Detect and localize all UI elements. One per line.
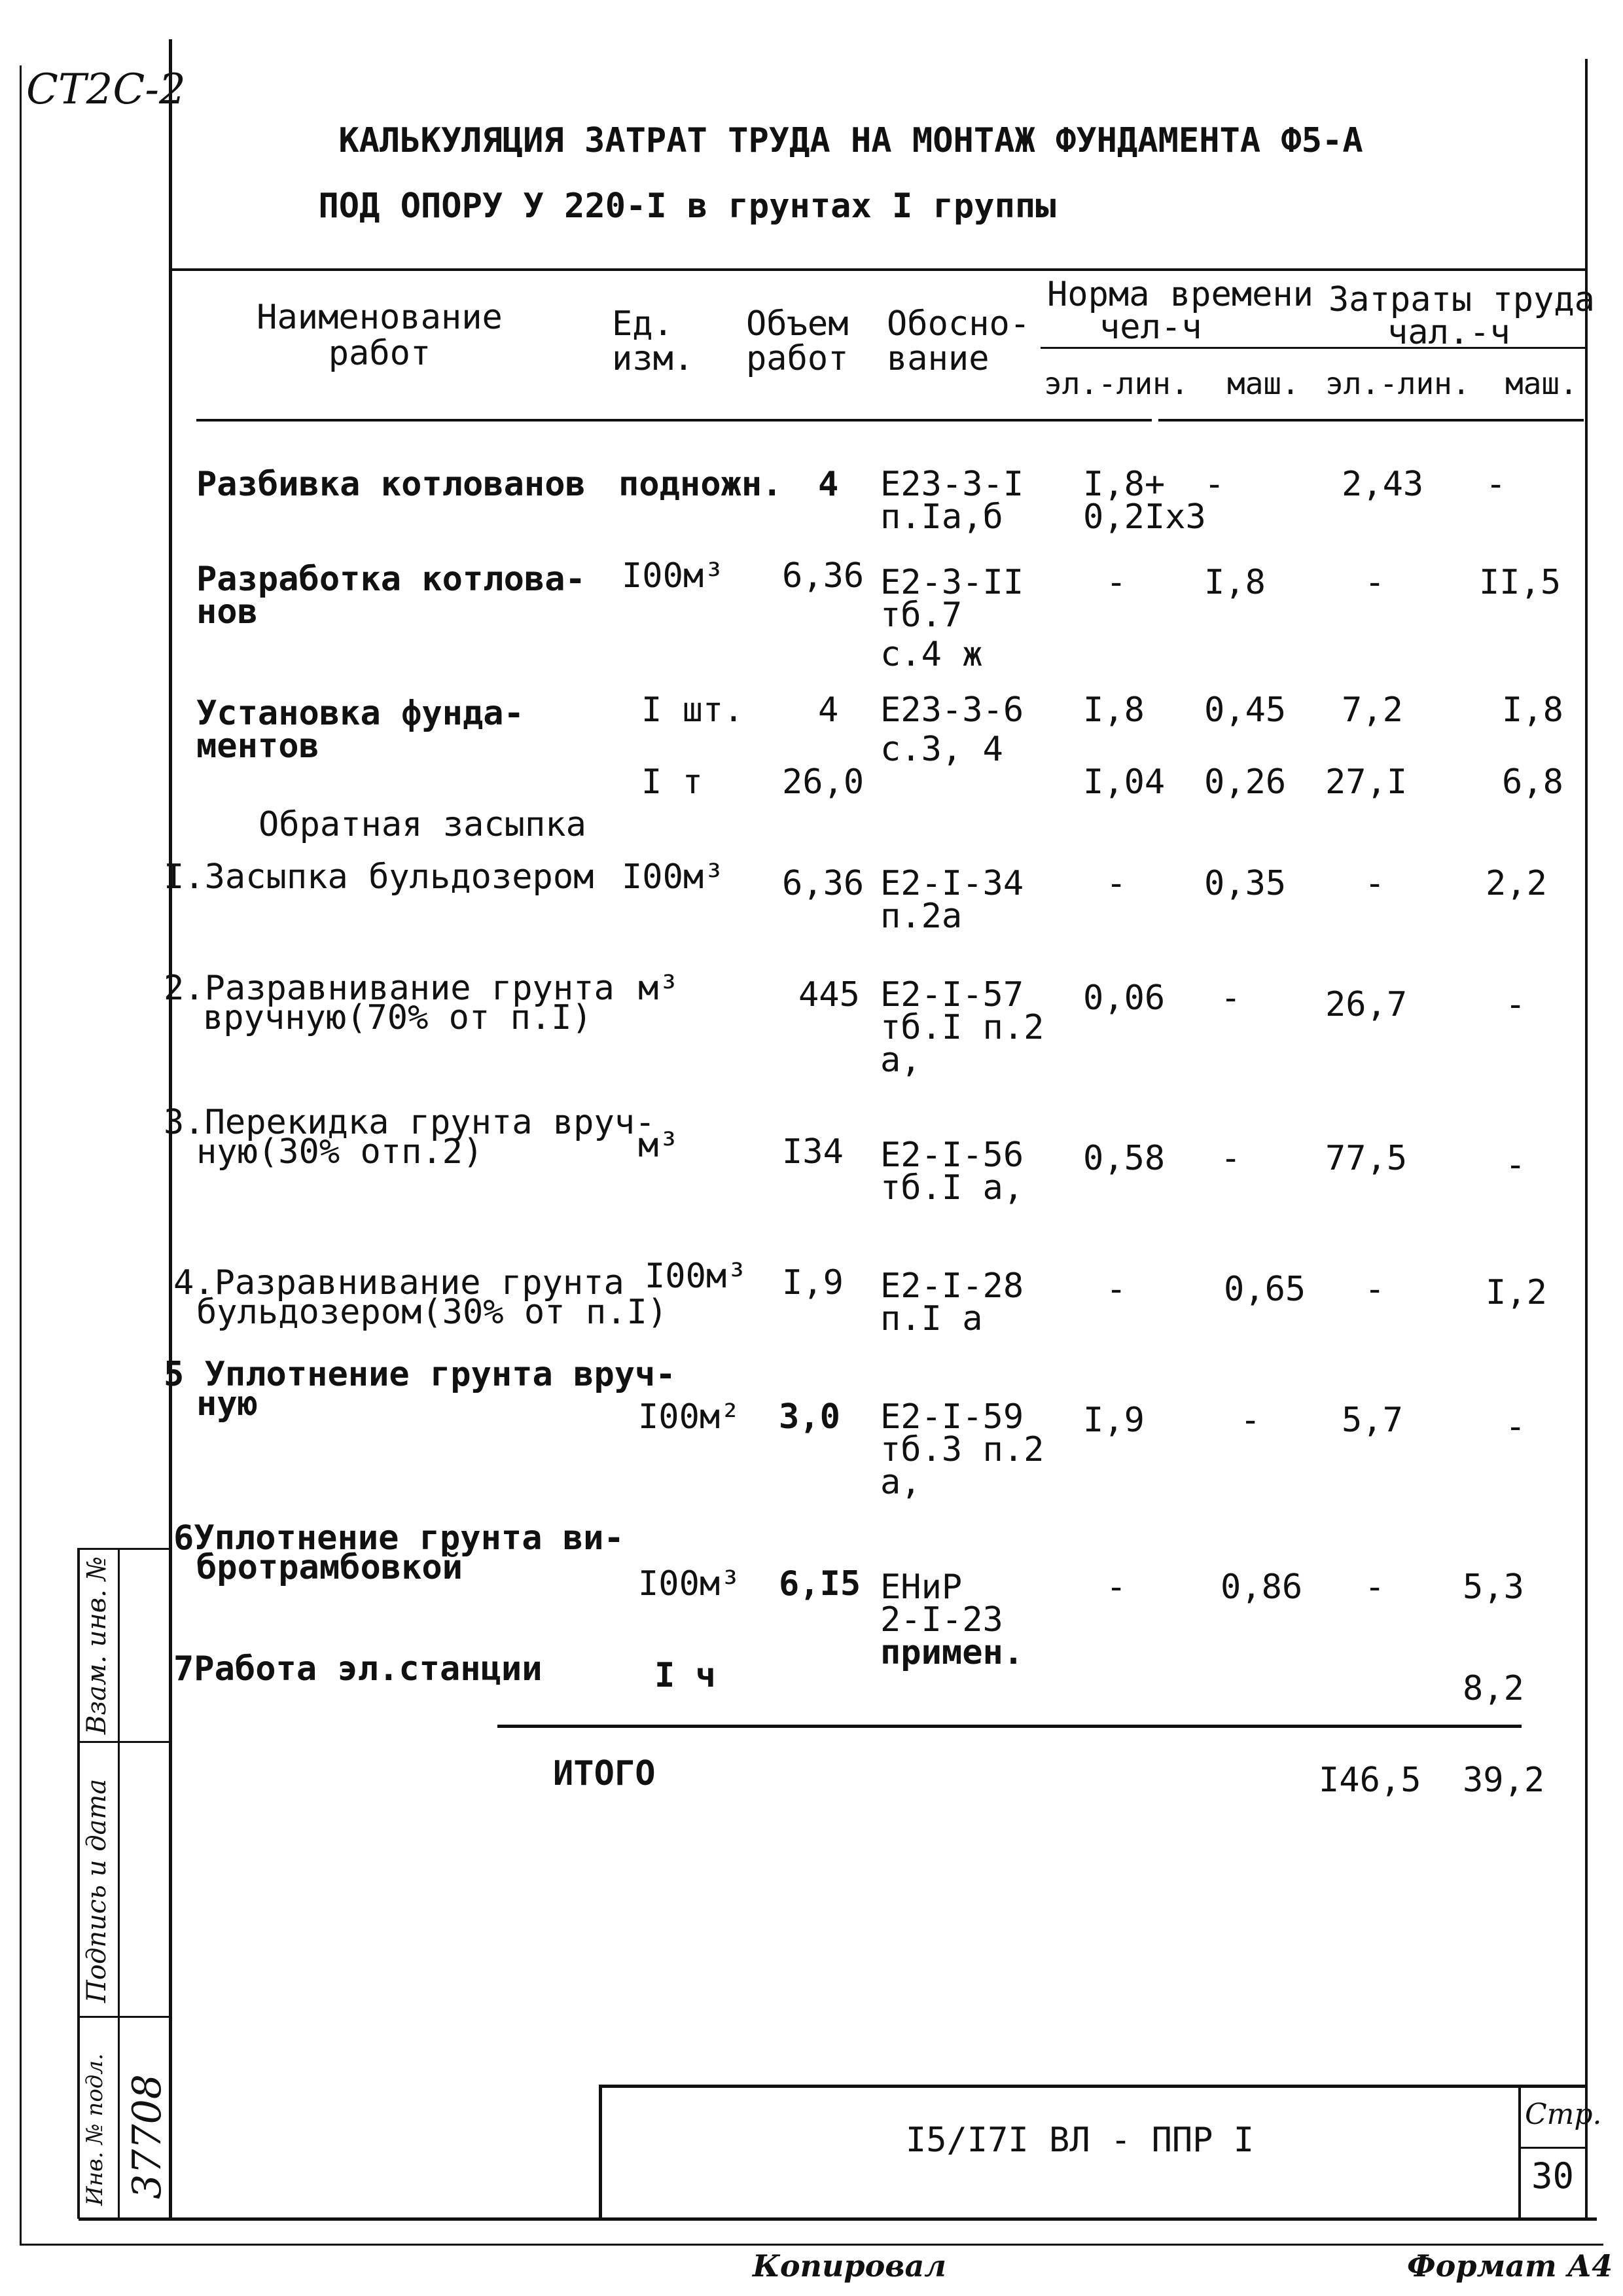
row1-volume: 4 <box>818 465 839 504</box>
row6-volume: I34 <box>782 1132 844 1172</box>
stamp-page-label: Стр. <box>1525 2098 1602 2131</box>
header-sub-el: эл.-лин. <box>1044 366 1189 401</box>
row10-name: 7Работа эл.станции <box>173 1649 543 1689</box>
row3-cost-m-b: 6,8 <box>1502 762 1563 802</box>
row3-unit-a: I шт. <box>641 691 744 730</box>
side-inventory-number: 37708 <box>124 2074 170 2199</box>
outer-left <box>20 65 22 2245</box>
row9-name-1: 6Уплотнение грунта ви- <box>173 1518 624 1558</box>
row8-unit: I00м² <box>638 1397 741 1437</box>
row9-name-2: бротрамбовкой <box>196 1548 463 1587</box>
row3-norm-el-b: I,04 <box>1083 762 1166 802</box>
header-bottom-line <box>196 419 1152 422</box>
row1-name: Разбивка котлованов <box>196 465 586 504</box>
row8-name-1: 5 Уплотнение грунта вруч- <box>164 1355 676 1394</box>
header-sub-el2: эл.-лин. <box>1325 366 1471 401</box>
row4-basis-2: п.2а <box>880 897 963 936</box>
corner-mark: СТ2С-2 <box>26 65 186 114</box>
row8-cost-m: - <box>1505 1407 1526 1446</box>
header-basis-2: вание <box>887 339 990 378</box>
row5-norm-m: - <box>1221 978 1241 1018</box>
side-strip-sep-2 <box>77 2016 170 2018</box>
row3-norm-m-a: 0,45 <box>1204 691 1287 730</box>
row1-norm-m: - <box>1204 465 1225 504</box>
stamp-divider <box>1518 2085 1521 2219</box>
row4-name: I.Засыпка бульдозером <box>164 857 594 897</box>
row2-norm-m: I,8 <box>1204 563 1266 602</box>
side-strip-left <box>77 1548 80 2219</box>
row5-name-2: вручную(70% от п.I) <box>203 998 592 1037</box>
row1-norm-el-1: I,8+ <box>1083 465 1166 504</box>
row7-name-2: бульдозером(30% от п.I) <box>196 1293 668 1332</box>
row9-basis-1: ЕНиР <box>880 1568 963 1607</box>
row1-basis-2: п.Iа,б <box>880 497 1003 537</box>
header-name-1: Наименование <box>257 298 503 337</box>
total-label: ИТОГО <box>553 1754 656 1793</box>
header-bottom-line-2 <box>1158 419 1584 422</box>
row7-norm-el: - <box>1106 1270 1127 1309</box>
row5-basis-1: Е2-I-57 <box>880 975 1024 1014</box>
row7-volume: I,9 <box>782 1263 844 1302</box>
row2-basis-3: с.4 ж <box>880 635 983 674</box>
row9-basis-2: 2-I-23 <box>880 1600 1003 1640</box>
side-strip-top <box>77 1548 170 1550</box>
row2-volume: 6,36 <box>782 556 865 596</box>
row6-name-2: ную(30% отп.2) <box>196 1132 484 1172</box>
row3-cost-el-a: 7,2 <box>1342 691 1403 730</box>
row4-norm-el: - <box>1106 864 1127 903</box>
total-el: I46,5 <box>1319 1761 1421 1800</box>
row8-basis-2: тб.3 п.2 <box>880 1430 1044 1469</box>
row4-cost-m: 2,2 <box>1486 864 1547 903</box>
frame-bottom <box>79 2217 1597 2221</box>
row8-volume: 3,0 <box>779 1397 840 1437</box>
side-field-signature: Подпись и дата <box>82 1778 112 2003</box>
side-strip-mid <box>118 1548 120 2219</box>
footer-copied: Копировал <box>753 2248 946 2284</box>
row2-basis-1: Е2-3-II <box>880 563 1024 602</box>
total-line <box>497 1725 1522 1728</box>
header-sub-mash: маш. <box>1227 366 1300 401</box>
row6-name-1: 3.Перекидка грунта вруч- <box>164 1103 656 1142</box>
row8-basis-3: а, <box>880 1463 921 1502</box>
row9-volume: 6,I5 <box>779 1564 861 1604</box>
row6-norm-m: - <box>1221 1139 1241 1178</box>
row1-unit: подножн. <box>618 465 783 504</box>
stamp-top <box>599 2085 1587 2088</box>
row8-cost-el: 5,7 <box>1342 1401 1403 1440</box>
stamp-code: I5/I7I ВЛ - ППР I <box>905 2121 1255 2160</box>
row3-norm-m-b: 0,26 <box>1204 762 1287 802</box>
row3-cost-el-b: 27,I <box>1325 762 1408 802</box>
header-norm-2: чел-ч <box>1099 308 1202 347</box>
row4-norm-m: 0,35 <box>1204 864 1287 903</box>
row6-cost-m: - <box>1505 1145 1526 1185</box>
row2-unit: I00м³ <box>622 556 724 596</box>
row5-basis-2: тб.I п.2 <box>880 1008 1044 1047</box>
row6-unit: м³ <box>638 1126 679 1165</box>
header-top-line <box>171 268 1585 271</box>
header-name-2: работ <box>328 334 431 373</box>
row4-basis-1: Е2-I-34 <box>880 864 1024 903</box>
row2-norm-el: - <box>1106 563 1127 602</box>
row5-cost-m: - <box>1505 985 1526 1024</box>
row9-unit: I00м³ <box>638 1564 741 1604</box>
row10-unit: I ч <box>654 1656 716 1695</box>
total-mash: 39,2 <box>1463 1761 1545 1800</box>
row7-basis-1: Е2-I-28 <box>880 1266 1024 1306</box>
row4-cost-el: - <box>1364 864 1385 903</box>
row3-basis-1: Е23-3-6 <box>880 691 1024 730</box>
row6-basis-1: Е2-I-56 <box>880 1136 1024 1175</box>
row4-volume: 6,36 <box>782 864 865 903</box>
section-backfill: Обратная засыпка <box>259 805 586 844</box>
row8-norm-el: I,9 <box>1083 1401 1145 1440</box>
row1-cost-m: - <box>1486 465 1507 504</box>
row3-norm-el-a: I,8 <box>1083 691 1145 730</box>
row9-basis-3: примен. <box>880 1633 1024 1672</box>
row5-norm-el: 0,06 <box>1083 978 1166 1018</box>
title-line-1: КАЛЬКУЛЯЦИЯ ЗАТРАТ ТРУДА НА МОНТАЖ ФУНДАМЕНТА Ф5-А <box>338 121 1363 160</box>
stamp-page-divider <box>1518 2147 1587 2149</box>
row7-cost-m: I,2 <box>1486 1273 1547 1312</box>
side-field-replacement: Взам. инв. № <box>82 1556 112 1734</box>
row8-norm-m: - <box>1240 1401 1261 1440</box>
stamp-page-number: 30 <box>1531 2155 1575 2197</box>
side-strip-sep-1 <box>77 1741 170 1743</box>
row7-unit: I00м³ <box>645 1257 747 1296</box>
header-basis-1: Обосно- <box>887 304 1031 344</box>
row5-volume: 445 <box>798 975 860 1014</box>
outer-bottom <box>20 2244 1603 2246</box>
row3-volume-b: 26,0 <box>782 762 865 802</box>
row5-basis-3: а, <box>880 1041 921 1080</box>
row6-basis-2: тб.I а, <box>880 1168 1024 1208</box>
row2-cost-el: - <box>1364 563 1385 602</box>
row1-basis-1: Е23-3-I <box>880 465 1024 504</box>
header-norm-1: Норма времени <box>1047 275 1313 314</box>
row5-name-1: 2.Разравнивание грунта <box>164 969 615 1008</box>
row3-name-1: Установка фунда- <box>196 694 524 733</box>
row3-cost-m-a: I,8 <box>1502 691 1563 730</box>
frame-right <box>1585 59 1588 2219</box>
row4-unit: I00м³ <box>622 857 724 897</box>
footer-format: Формат А4 <box>1407 2248 1613 2284</box>
header-volume-2: работ <box>746 339 849 378</box>
row9-cost-m: 5,3 <box>1463 1568 1524 1607</box>
row7-norm-m: 0,65 <box>1224 1270 1306 1309</box>
header-unit-1: Ед. <box>612 304 673 344</box>
row5-unit: м³ <box>638 969 679 1008</box>
side-field-inventory: Инв. № подл. <box>82 2053 108 2206</box>
stamp-left <box>599 2085 602 2219</box>
row9-norm-el: - <box>1106 1568 1127 1607</box>
header-volume-1: Объем <box>746 304 849 344</box>
row7-cost-el: - <box>1364 1270 1385 1309</box>
row6-norm-el: 0,58 <box>1083 1139 1166 1178</box>
row10-cost-m: 8,2 <box>1463 1669 1524 1708</box>
row7-basis-2: п.I а <box>880 1299 983 1338</box>
row2-basis-2: тб.7 <box>880 596 963 635</box>
row3-name-2: ментов <box>196 726 319 766</box>
row9-cost-el: - <box>1364 1568 1385 1607</box>
row9-norm-m: 0,86 <box>1221 1568 1303 1607</box>
row3-basis-2: с.3, 4 <box>880 730 1003 769</box>
row2-name-1: Разработка котлова- <box>196 560 586 599</box>
row1-norm-el-2: 0,2Iх3 <box>1083 497 1206 537</box>
row1-cost-el: 2,43 <box>1342 465 1424 504</box>
header-cost-1: Затраты труда <box>1329 280 1595 319</box>
header-unit-2: изм. <box>612 339 694 378</box>
row8-basis-1: Е2-I-59 <box>880 1397 1024 1437</box>
row2-name-2: нов <box>196 592 258 632</box>
title-line-2: ПОД ОПОРУ У 220-I в грунтах I группы <box>318 187 1056 226</box>
row6-cost-el: 77,5 <box>1325 1139 1408 1178</box>
row8-name-2: ную <box>196 1384 258 1424</box>
header-cost-2: чал.-ч <box>1387 313 1510 352</box>
header-sub-mash2: маш. <box>1505 366 1578 401</box>
row2-cost-m: II,5 <box>1479 563 1561 602</box>
row5-cost-el: 26,7 <box>1325 985 1408 1024</box>
row3-volume-a: 4 <box>818 691 839 730</box>
row7-name-1: 4.Разравнивание грунта <box>173 1263 624 1302</box>
row3-unit-b: I т <box>641 762 703 802</box>
